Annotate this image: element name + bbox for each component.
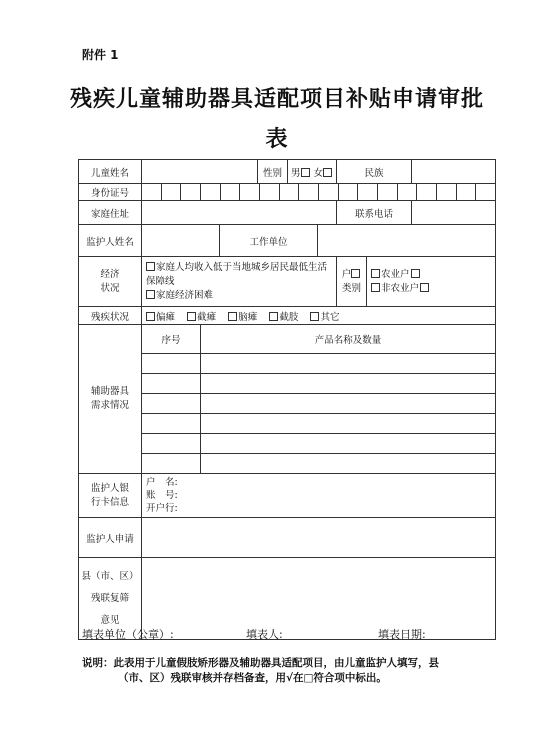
ethnicity-value[interactable] [412,160,496,184]
economy-options [142,257,337,307]
nonagri-hukou-label: 非农业户 [381,282,420,294]
review-value[interactable] [142,558,496,640]
gender-options [288,160,337,184]
male-checkbox[interactable] [301,168,310,177]
bank-name-label: 开户行: [146,503,178,514]
work-unit-value[interactable] [318,225,496,257]
disability-opt-4: 截肢 [279,311,299,323]
disability-label: 残疾状况 [79,307,142,325]
economy-opt2-label: 家庭经济困难 [156,289,214,301]
economy-opt1-label: 家庭人均收入低于当地城乡居民最低生活保障线 [146,261,328,287]
aid-seq-cell[interactable] [142,414,201,434]
attachment-label: 附件 1 [82,48,119,62]
agri-hukou-checkbox[interactable] [371,269,380,278]
hukou-options [367,257,496,307]
note-line-1: 说明：此表用于儿童假肢矫形器及辅助器具适配项目，由儿童监护人填写，县 [82,657,439,669]
aid-product-cell[interactable] [201,434,496,454]
disability-opt-3: 脑瘫 [238,311,258,323]
aid-product-cell[interactable] [201,414,496,434]
note-line-2: （市、区）残联审核并存档备查，用√在□符合项中标出。 [118,672,387,684]
economy-low-income-checkbox[interactable] [146,262,155,271]
form-note [82,656,502,686]
hemiplegia-checkbox[interactable] [146,312,155,321]
aid-product-cell[interactable] [201,394,496,414]
aid-product-cell[interactable] [201,454,496,474]
account-number-label: 账 号: [146,490,178,501]
aid-seq-cell[interactable] [142,454,201,474]
id-label: 身份证号 [79,184,142,201]
work-unit-label: 工作单位 [220,225,318,257]
aid-seq-cell[interactable] [142,434,201,454]
economy-difficulty-checkbox[interactable] [146,290,155,299]
aid-product-cell[interactable] [201,374,496,394]
disability-options [142,307,496,325]
agri-hukou-label: 农业户 [381,268,410,280]
id-number-boxes[interactable] [142,184,496,201]
paraplegia-checkbox[interactable] [187,312,196,321]
nonagri-hukou-checkbox[interactable] [371,283,380,292]
disability-opt-1: 偏瘫 [156,311,176,323]
aid-seq-cell[interactable] [142,374,201,394]
gender-label: 性别 [258,160,288,184]
guardian-name-label: 监护人姓名 [79,225,142,257]
seq-header: 序号 [142,325,201,354]
ethnicity-label: 民族 [337,160,412,184]
disability-opt-5: 其它 [320,311,340,323]
guardian-name-value[interactable] [142,225,220,257]
fill-date-label: 填表日期: [378,628,426,641]
product-header: 产品名称及数量 [201,325,496,354]
address-value[interactable] [142,201,337,225]
child-name-label: 儿童姓名 [79,160,142,184]
bank-info-label: 监护人银 行卡信息 [79,474,142,518]
female-option-label: 女 [313,167,324,179]
other-checkbox[interactable] [310,312,319,321]
aid-seq-cell[interactable] [142,394,201,414]
account-holder-label: 户 名: [146,477,178,488]
aid-product-cell[interactable] [201,354,496,374]
female-checkbox[interactable] [323,168,332,177]
review-label: 县（市、区） 残联复筛 意见 [79,558,142,640]
form-title: 残疾儿童辅助器具适配项目补贴申请审批 [69,86,484,112]
guardian-apply-value[interactable] [142,518,496,558]
hukou-label: 户 类别 [337,257,367,307]
agri-hukou-checkbox-2[interactable] [411,269,420,278]
filling-unit-label: 填表单位（公章）: [82,628,174,641]
aid-needs-label: 辅助器具 需求情况 [79,325,142,474]
nonagri-hukou-checkbox-2[interactable] [420,283,429,292]
male-option-label: 男 [290,167,301,179]
phone-value[interactable] [412,201,496,225]
filler-label: 填表人: [246,628,283,641]
child-name-value[interactable] [142,160,258,184]
bank-info-fields[interactable] [142,474,496,518]
economy-label: 经济 状况 [79,257,142,307]
phone-label: 联系电话 [337,201,412,225]
form-title-cont: 表 [265,126,289,152]
aid-seq-cell[interactable] [142,354,201,374]
amputation-checkbox[interactable] [269,312,278,321]
guardian-apply-label: 监护人申请 [79,518,142,558]
application-form-table [78,159,496,640]
disability-opt-2: 截瘫 [197,311,217,323]
cerebral-palsy-checkbox[interactable] [228,312,237,321]
address-label: 家庭住址 [79,201,142,225]
hukou-checkbox[interactable] [351,269,360,278]
